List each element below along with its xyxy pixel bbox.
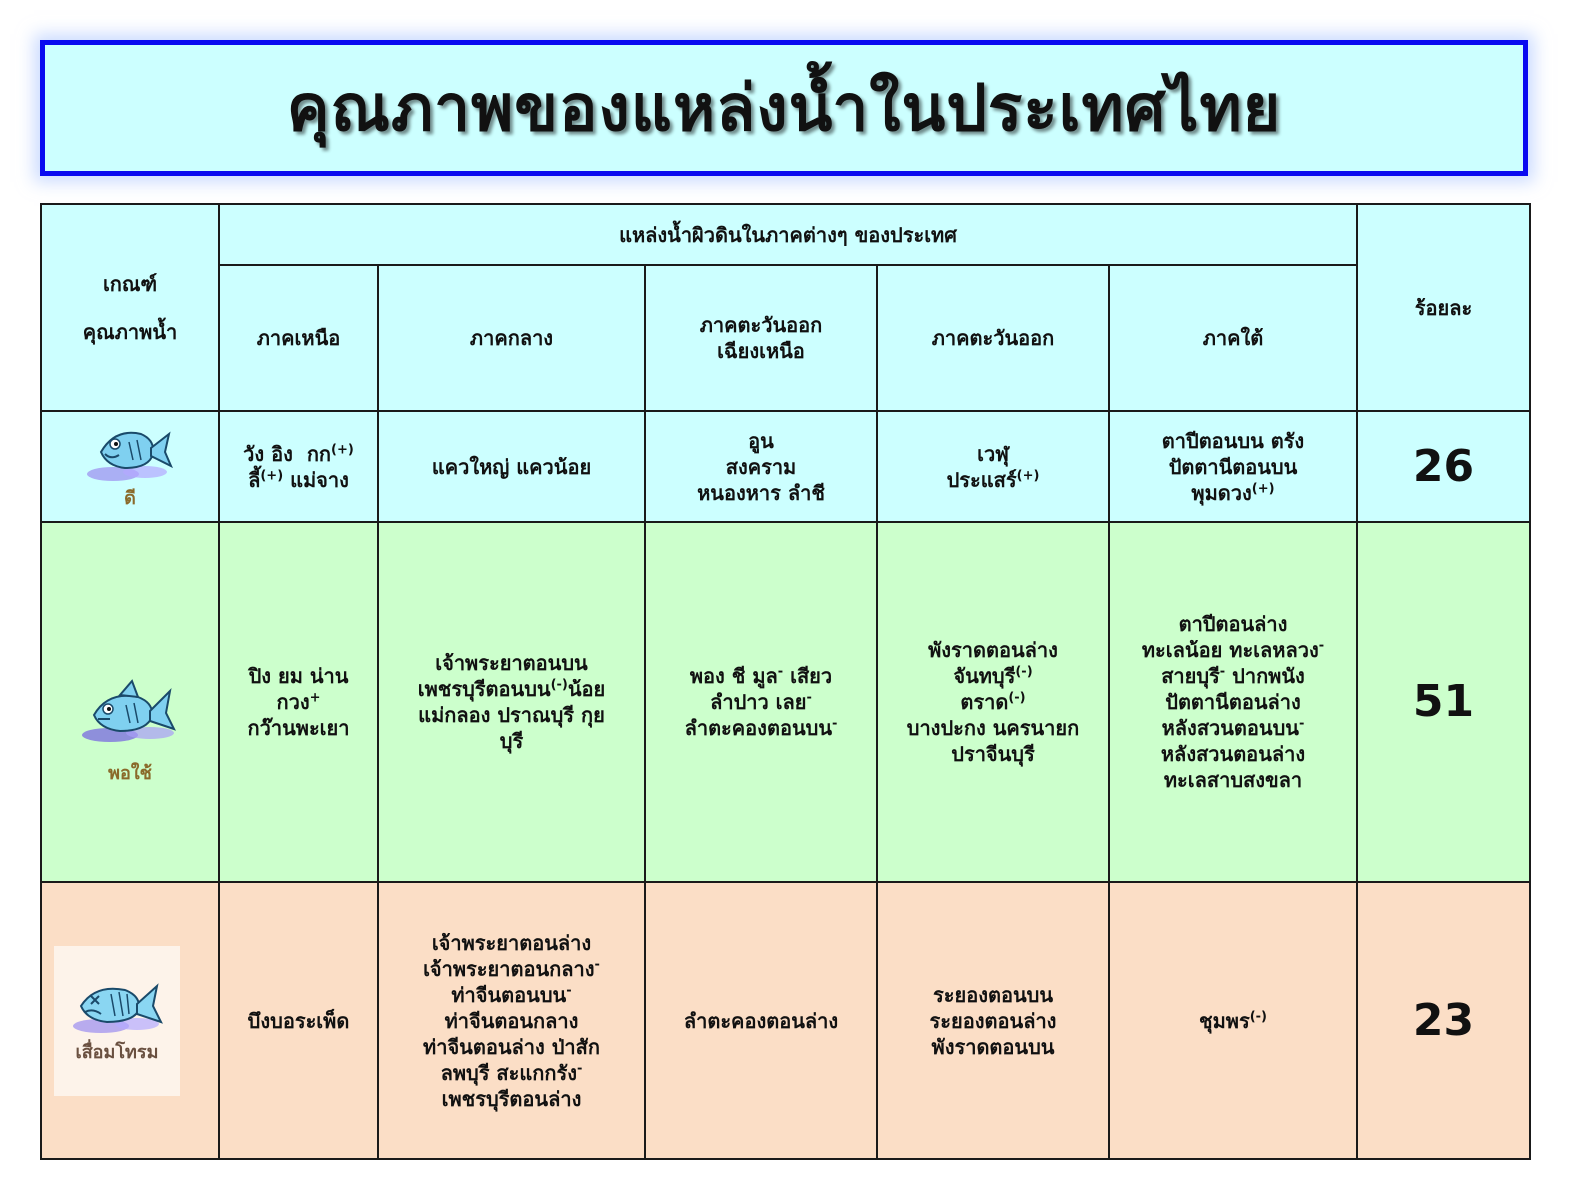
- good-northeast-cell: [645, 411, 877, 522]
- fair-north-line-1: ปิง ยม น่าน: [248, 664, 349, 688]
- poor-percent: 23: [1357, 882, 1530, 1159]
- poor-central-cell: เจ้าพระยาตอนล่าง เจ้าพระยาตอนกลาง- ท่าจีนตอนบน- ท่าจีนตอนกลาง ท่าจีนตอนล่าง ป่าสัก ลพบุรี สะแกกรัง- เพชรบุรีตอนล่าง: [378, 882, 645, 1159]
- poor-east-line-3: พังราดตอนบน: [931, 1034, 1055, 1059]
- good-northeast-line-1: อูน: [748, 428, 774, 453]
- good-north-cell: วัง อิง กก(+) ลี้(+) แม่จาง: [219, 411, 378, 522]
- region-header-northeast-line-1: ภาคตะวันออก: [699, 313, 823, 337]
- good-northeast-line-2: สงคราม: [725, 454, 797, 479]
- poor-central-line-1: เจ้าพระยาตอนล่าง: [431, 930, 592, 955]
- good-central-cell: แควใหญ่ แควน้อย: [378, 411, 645, 522]
- region-header-northeast: [645, 265, 877, 411]
- good-northeast-line-3: หนองหาร ลำชี: [697, 480, 825, 505]
- fair-east-line-5: ปราจีนบุรี: [951, 742, 1035, 766]
- percent-header: ร้อยละ: [1357, 204, 1530, 411]
- poor-east-line-2: ระยองตอนล่าง: [929, 1008, 1057, 1033]
- fair-north-cell: ปิง ยม น่าน กวง+ กว๊านพะเยา: [219, 522, 378, 882]
- fair-central-line-1: เจ้าพระยาตอนบน: [435, 651, 588, 675]
- good-east-cell: เวฬุ ประแสร์(+): [877, 411, 1109, 522]
- criteria-header-line-2: คุณภาพน้ำ: [82, 319, 178, 344]
- region-header-south: ภาคใต้: [1109, 265, 1357, 411]
- poor-south-cell: ชุมพร(-): [1109, 882, 1357, 1159]
- poor-central-line-7: เพชรบุรีตอนล่าง: [441, 1086, 582, 1111]
- table-row-poor: [41, 882, 1530, 1159]
- poor-central-line-4: ท่าจีนตอนกลาง: [444, 1008, 579, 1033]
- quality-label-fair: พอใช้: [108, 763, 152, 784]
- good-east-line-1: เวฬุ: [977, 441, 1009, 466]
- fair-south-line-4: ปัตตานีตอนล่าง: [1165, 690, 1301, 714]
- fair-central-cell: เจ้าพระยาตอนบน เพชรบุรีตอนบน(-)น้อย แม่กลอง ปราณบุรี กุย บุรี: [378, 522, 645, 882]
- good-south-cell: ตาปีตอนบน ตรัง ปัตตานีตอนบน พุมดวง(+): [1109, 411, 1357, 522]
- good-south-line-1: ตาปีตอนบน ตรัง: [1161, 428, 1305, 453]
- quality-cell-fair: [41, 522, 219, 882]
- region-header-central: ภาคกลาง: [378, 265, 645, 411]
- title-banner: [40, 40, 1528, 176]
- good-percent: 26: [1357, 411, 1530, 522]
- fair-south-line-7: ทะเลสาบสงขลา: [1163, 768, 1303, 792]
- quality-cell-good: [41, 411, 219, 522]
- fair-central-line-3: แม่กลอง ปราณบุรี กุย: [418, 703, 605, 727]
- sick-fish-icon: [69, 976, 165, 1040]
- poor-northeast-cell: ลำตะคองตอนล่าง: [645, 882, 877, 1159]
- quality-label-good: ดี: [124, 487, 136, 509]
- page-title: คุณภาพของแหล่งน้ำในประเทศไทย: [286, 72, 1282, 146]
- region-header-north: ภาคเหนือ: [219, 265, 378, 411]
- fair-northeast-cell: พอง ชี มูล- เสียว ลำปาว เลย- ลำตะคองตอนบน-: [645, 522, 877, 882]
- poor-east-line-1: ระยองตอนบน: [932, 982, 1054, 1007]
- quality-cell-poor: [41, 882, 219, 1159]
- poor-central-line-5: ท่าจีนตอนล่าง ป่าสัก: [423, 1034, 600, 1059]
- happy-fish-icon: [85, 422, 175, 488]
- fair-south-line-6: หลังสวนตอนล่าง: [1160, 742, 1306, 766]
- criteria-header-line-1: เกณฑ์: [102, 271, 158, 296]
- fair-north-line-3: กว๊านพะเยา: [247, 716, 350, 740]
- criteria-header-cell: [41, 204, 219, 411]
- poor-fish-picture: [54, 946, 180, 1096]
- fair-fish-icon: [80, 677, 180, 757]
- region-header-east: ภาคตะวันออก: [877, 265, 1109, 411]
- fair-east-cell: พังราดตอนล่าง จันทบุรี(-) ตราด(-) บางปะกง นครนายก ปราจีนบุรี: [877, 522, 1109, 882]
- table-row-fair: [41, 522, 1530, 882]
- poor-east-cell: [877, 882, 1109, 1159]
- fair-east-line-1: พังราดตอนล่าง: [928, 638, 1058, 662]
- fair-central-line-4: บุรี: [499, 729, 524, 753]
- fair-south-line-1: ตาปีตอนล่าง: [1178, 612, 1288, 636]
- table-row-good: [41, 411, 1530, 522]
- good-south-line-2: ปัตตานีตอนบน: [1168, 454, 1298, 479]
- fair-east-line-4: บางปะกง นครนายก: [906, 716, 1080, 740]
- poor-north-cell: บึงบอระเพ็ด: [219, 882, 378, 1159]
- surface-water-group-header: แหล่งน้ำผิวดินในภาคต่างๆ ของประเทศ: [219, 204, 1357, 265]
- fair-south-cell: ตาปีตอนล่าง ทะเลน้อย ทะเลหลวง- สายบุรี- ปากพนัง ปัตตานีตอนล่าง หลังสวนตอนบน- หลังสวนตอนล่าง ทะเลสาบสงขลา: [1109, 522, 1357, 882]
- quality-label-poor: เสื่อมโทรม: [75, 1041, 159, 1063]
- fair-percent: 51: [1357, 522, 1530, 882]
- water-quality-table: [40, 203, 1531, 1160]
- region-header-northeast-line-2: เฉียงเหนือ: [717, 339, 805, 363]
